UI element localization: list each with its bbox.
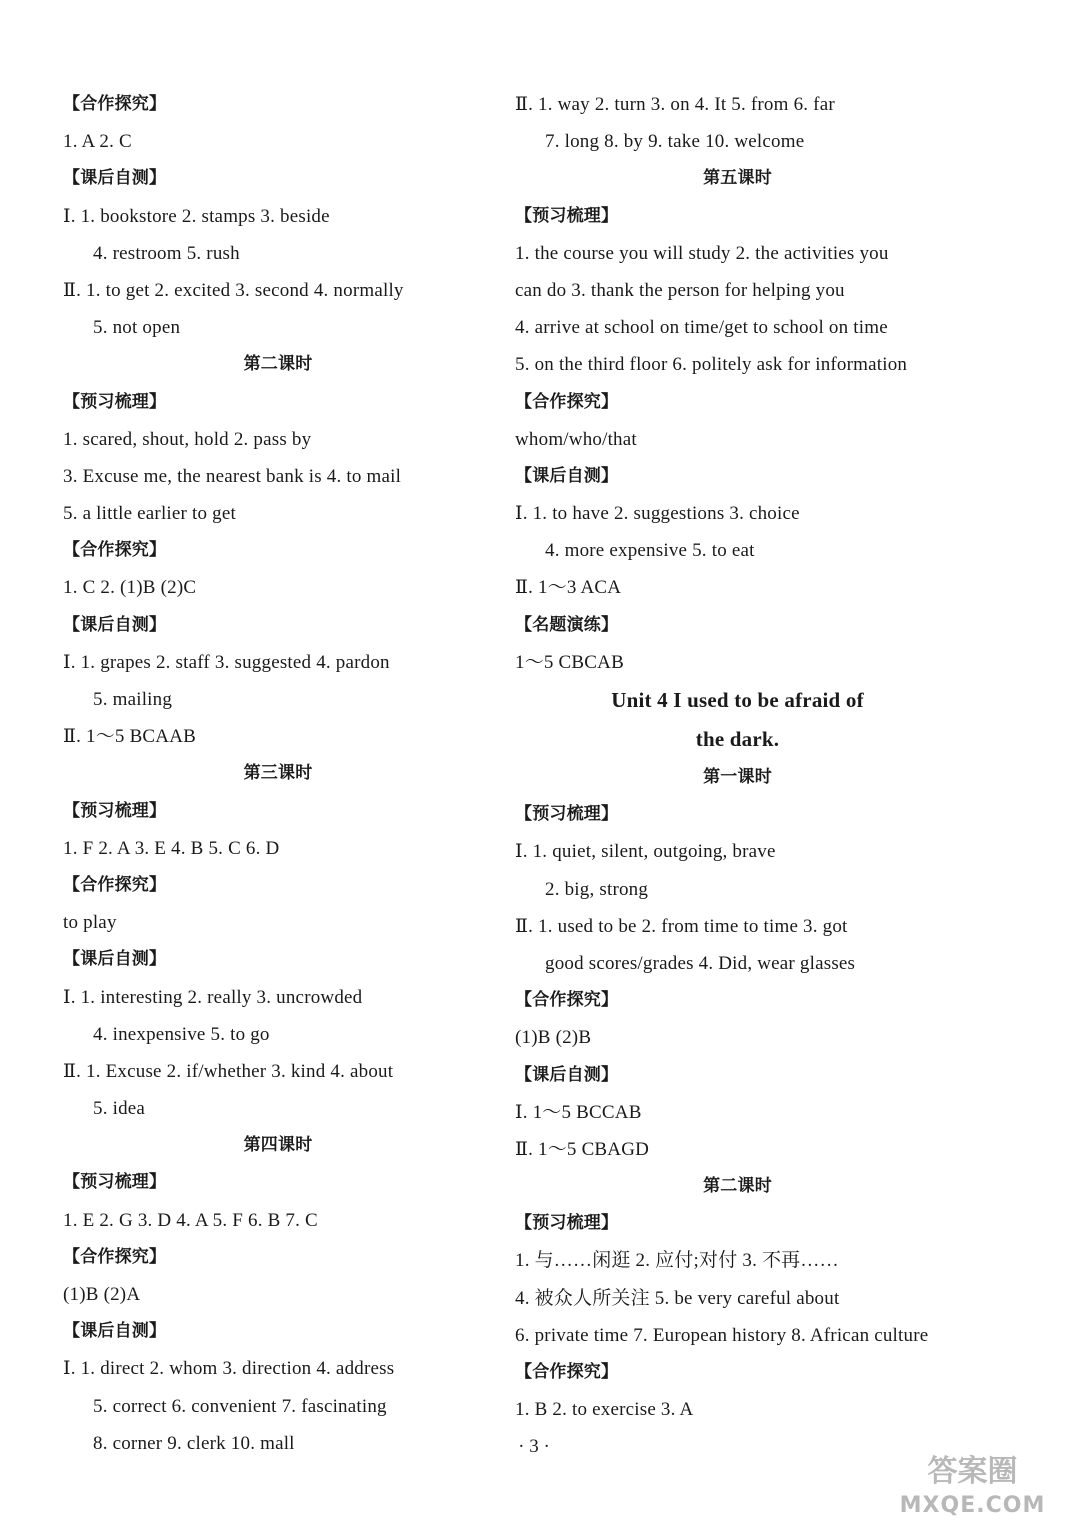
section-heading: 【预习梳理】	[515, 804, 619, 825]
lesson-title: 第二课时	[243, 354, 313, 375]
left-column	[63, 86, 493, 1462]
section-heading: 【预习梳理】	[515, 205, 619, 226]
unit-title: Unit 4 I used to be afraid of	[611, 688, 864, 712]
watermark	[885, 1452, 1060, 1532]
answer-line: can do 3. thank the person for helping you	[515, 279, 845, 301]
answer-line: 6. private time 7. European history 8. African culture	[515, 1324, 929, 1346]
answer-line: (1)B (2)A	[63, 1284, 141, 1305]
answer-line: Ⅱ. 1. to get 2. excited 3. second 4. normally	[63, 279, 404, 301]
answer-line: Ⅱ. 1～5 CBAGD	[515, 1138, 650, 1160]
answer-line: 1. A 2. C	[63, 131, 132, 153]
answer-line: Ⅰ. 1. direct 2. whom 3. direction 4. address	[63, 1358, 395, 1380]
watermark-logo-text: 答案圈	[927, 1454, 1018, 1489]
answer-line: 4. 被众人所关注 5. be very careful about	[515, 1287, 840, 1309]
answer-line: Ⅰ. 1. quiet, silent, outgoing, brave	[515, 841, 776, 863]
lesson-title: 第一课时	[703, 767, 772, 787]
answer-line: 1. scared, shout, hold 2. pass by	[63, 428, 312, 450]
answer-line: Ⅰ. 1～5 BCCAB	[515, 1101, 642, 1123]
section-heading: 【名题演练】	[515, 614, 619, 635]
watermark-url: MXQE.COM	[899, 1493, 1046, 1518]
answer-line-indented: good scores/grades 4. Did, wear glasses	[545, 952, 856, 974]
answer-line: Ⅰ. 1. to have 2. suggestions 3. choice	[515, 503, 800, 525]
answer-line-indented: 7. long 8. by 9. take 10. welcome	[545, 131, 805, 153]
answer-line-indented: 5. mailing	[93, 689, 173, 710]
section-heading: 【合作探究】	[63, 1246, 167, 1267]
answer-line: 1. E 2. G 3. D 4. A 5. F 6. B 7. C	[63, 1209, 318, 1231]
section-heading: 【合作探究】	[515, 1362, 619, 1382]
answer-line: 3. Excuse me, the nearest bank is 4. to mail	[63, 465, 402, 487]
answer-line: to play	[63, 912, 117, 934]
answer-line-indented: 5. idea	[93, 1098, 146, 1120]
section-heading: 【预习梳理】	[63, 800, 167, 821]
section-heading: 【预习梳理】	[515, 1213, 619, 1234]
answer-line: Ⅱ. 1. Excuse 2. if/whether 3. kind 4. about	[63, 1060, 394, 1082]
answer-line: 1. 与……闲逛 2. 应付;对付 3. 不再……	[515, 1250, 839, 1272]
section-heading: 【课后自测】	[515, 1064, 619, 1085]
answer-line: Ⅱ. 1. way 2. turn 3. on 4. It 5. from 6. far	[515, 94, 835, 115]
answer-line: 4. arrive at school on time/get to school on time	[515, 317, 888, 339]
section-heading: 【课后自测】	[63, 949, 167, 970]
answer-line: 1. the course you will study 2. the activities you	[515, 242, 889, 264]
answer-line: Ⅰ. 1. interesting 2. really 3. uncrowded	[63, 986, 363, 1008]
answer-line: (1)B (2)B	[515, 1027, 592, 1049]
answer-line-indented: 5. not open	[93, 317, 181, 339]
answer-line-indented: 4. more expensive 5. to eat	[545, 540, 755, 562]
answer-line: Ⅰ. 1. grapes 2. staff 3. suggested 4. pardon	[63, 651, 390, 673]
lesson-title: 第二课时	[703, 1176, 772, 1197]
answer-line: 5. a little earlier to get	[63, 503, 236, 525]
answer-line: 1. B 2. to exercise 3. A	[515, 1399, 694, 1421]
section-heading: 【合作探究】	[63, 874, 167, 895]
answer-line: 5. on the third floor 6. politely ask for information	[515, 354, 908, 376]
answer-line: 1～5 CBCAB	[515, 651, 624, 673]
answer-line-indented: 4. inexpensive 5. to go	[93, 1023, 270, 1045]
section-heading: 【预习梳理】	[63, 1172, 167, 1193]
answer-line: Ⅱ. 1. used to be 2. from time to time 3. got	[515, 915, 848, 937]
section-heading: 【合作探究】	[63, 94, 167, 114]
section-heading: 【课后自测】	[63, 168, 167, 189]
answer-line: whom/who/that	[515, 428, 637, 450]
unit-title: the dark.	[695, 727, 780, 751]
lesson-title: 第四课时	[243, 1135, 313, 1156]
lesson-title: 第五课时	[703, 168, 772, 189]
section-heading: 【合作探究】	[515, 990, 619, 1011]
section-heading: 【合作探究】	[63, 540, 167, 561]
answer-line: 1. F 2. A 3. E 4. B 5. C 6. D	[63, 837, 280, 859]
answer-line-indented: 2. big, strong	[545, 878, 649, 900]
answer-line-indented: 5. correct 6. convenient 7. fascinating	[93, 1395, 387, 1417]
page-number: · 3 ·	[518, 1436, 550, 1457]
answer-line: Ⅰ. 1. bookstore 2. stamps 3. beside	[63, 205, 330, 227]
section-heading: 【课后自测】	[515, 465, 619, 486]
section-heading: 【合作探究】	[515, 391, 619, 412]
answer-line-indented: 4. restroom 5. rush	[93, 242, 240, 264]
right-column	[515, 86, 960, 1428]
answer-line: Ⅱ. 1～5 BCAAB	[63, 726, 197, 748]
answer-line-indented: 8. corner 9. clerk 10. mall	[93, 1432, 295, 1454]
lesson-title: 第三课时	[243, 763, 313, 784]
section-heading: 【课后自测】	[63, 614, 167, 635]
answer-line: 1. C 2. (1)B (2)C	[63, 577, 197, 599]
answer-line: Ⅱ. 1～3 ACA	[515, 577, 622, 599]
section-heading: 【课后自测】	[63, 1321, 167, 1342]
section-heading: 【预习梳理】	[63, 391, 167, 412]
